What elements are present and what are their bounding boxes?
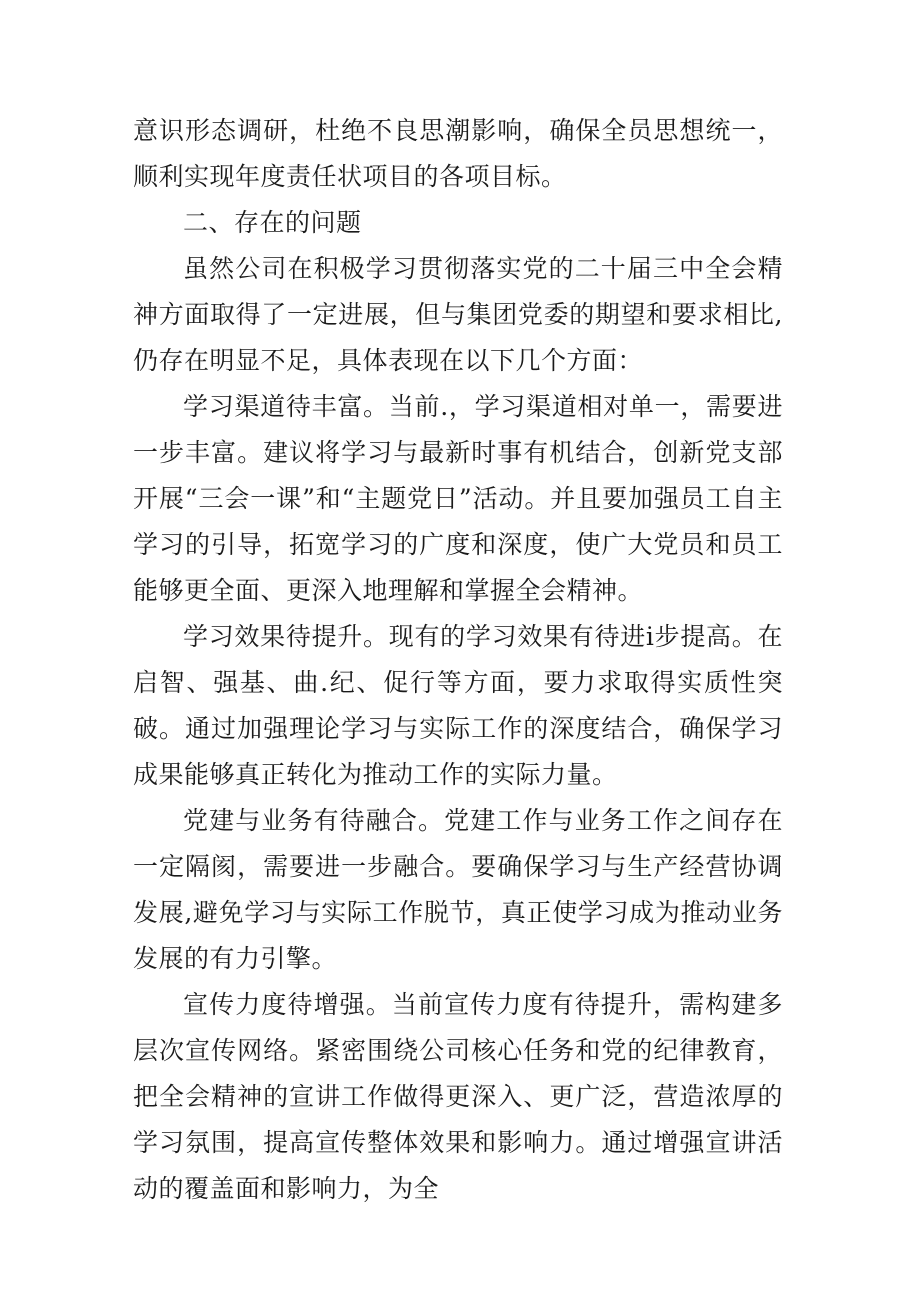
paragraph-party-business-integration: 党建与业务有待融合。党建工作与业务工作之间存在一定隔阂，需要进一步融合。要确保学习与生产经营协调发展,避免学习与实际工作脱节，真正使学习成为推动业务发展的有力引擎。 xyxy=(133,806,783,973)
paragraph-continuation: 意识形态调研，杜绝不良思潮影响，确保全员思想统一，顺利实现年度责任状项目的各项目标。 xyxy=(133,116,783,191)
paragraph-publicity: 宣传力度待增强。当前宣传力度有待提升，需构建多层次宣传网络。紧密围绕公司核心任务和党的纪律教育，把全会精神的宣讲工作做得更深入、更广泛，营造浓厚的学习氛围，提高宣传整体效果和影响力。通过增强宣讲活动的覆盖面和影响力，为全 xyxy=(133,990,783,1203)
paragraph-intro: 虽然公司在积极学习贯彻落实党的二十届三中全会精神方面取得了一定进展，但与集团党委的期望和要求相比,仍存在明显不足，具体表现在以下几个方面： xyxy=(133,254,783,375)
section-heading: 二、存在的问题 xyxy=(183,208,362,237)
document-page xyxy=(133,108,783,1212)
paragraph-learning-channels: 学习渠道待丰富。当前.，学习渠道相对单一，需要进一步丰富。建议将学习与最新时事有机结合，创新党支部开展“三会一课”和“主题党日”活动。并且要加强员工自主学习的引导，拓宽学习的广度和深度，使广大党员和员工能够更全面、更深入地理解和掌握全会精神。 xyxy=(133,392,783,605)
paragraph-learning-effect: 学习效果待提升。现有的学习效果有待进i步提高。在启智、强基、曲.纪、促行等方面，要力求取得实质性突破。通过加强理论学习与实际工作的深度结合，确保学习成果能够真正转化为推动工作的实际力量。 xyxy=(133,622,783,789)
